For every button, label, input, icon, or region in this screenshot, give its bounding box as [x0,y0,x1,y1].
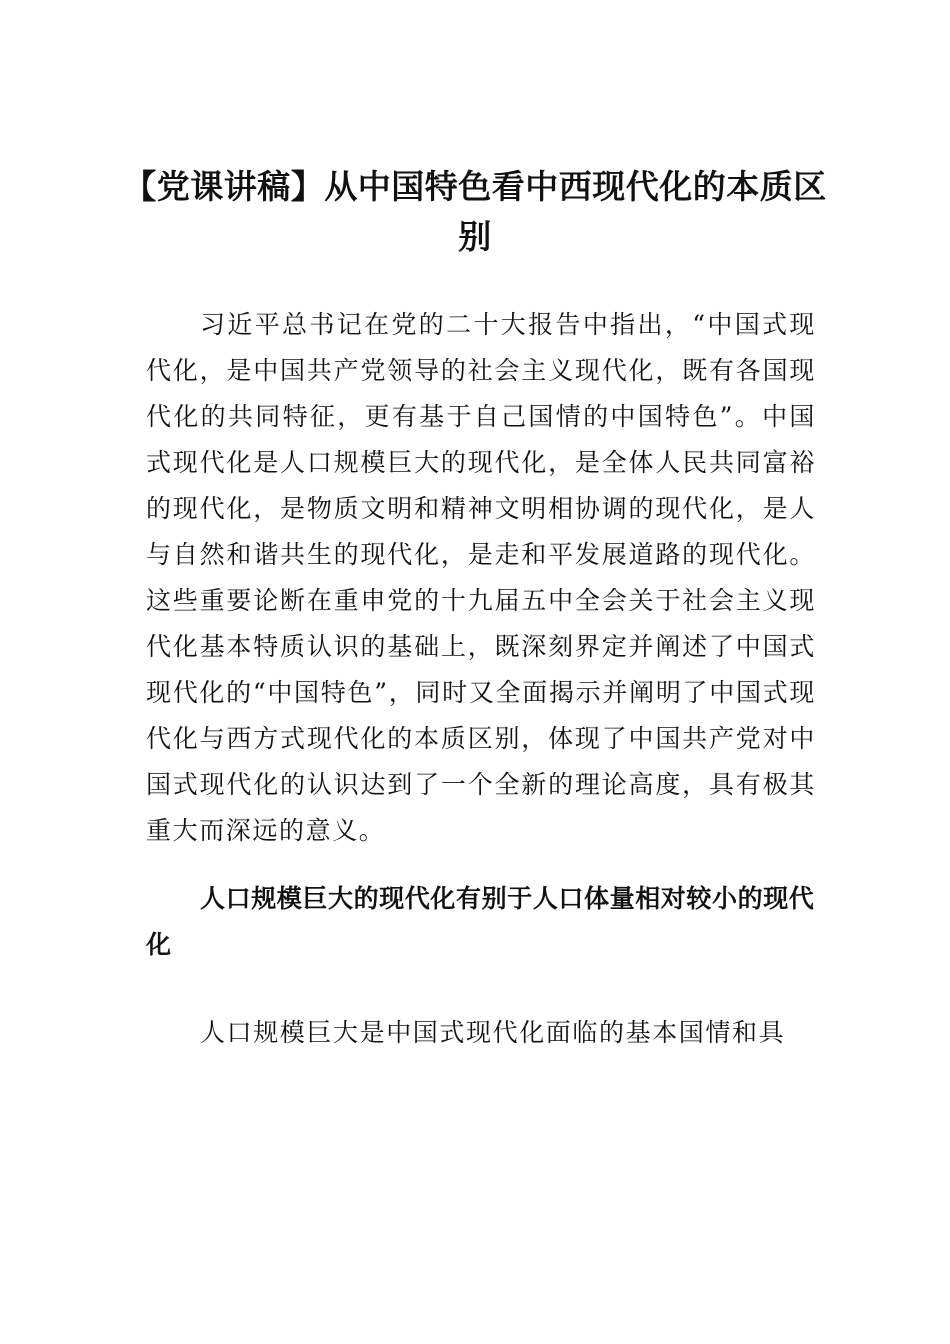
section-heading: 人口规模巨大的现代化有别于人口体量相对较小的现代化 [146,884,815,959]
document-title: 【党课讲稿】从中国特色看中西现代化的本质区别 [123,167,827,256]
intro-paragraph: 习近平总书记在党的二十大报告中指出，“中国式现代化，是中国共产党领导的社会主义现代化，既有各国现代化的共同特征，更有基于自己国情的中国特色”。中国式现代化是人口规模巨大的现代化，是全体人民共同富裕的现代化，是物质文明和精神文明相协调的现代化，是人与自然和谐共生的现代化，是走和平发展道路的现代化。这些重要论断在重申党的十九届五中全会关于社会主义现代化基本特质认识的基础上，既深刻界定并阐述了中国式现代化的“中国特色”，同时又全面揭示并阐明了中国式现代化与西方式现代化的本质区别，体现了中国共产党对中国式现代化的认识达到了一个全新的理论高度，具有极其重大而深远的意义。 [146,310,816,845]
section-paragraph: 人口规模巨大是中国式现代化面临的基本国情和具 [200,1018,786,1047]
